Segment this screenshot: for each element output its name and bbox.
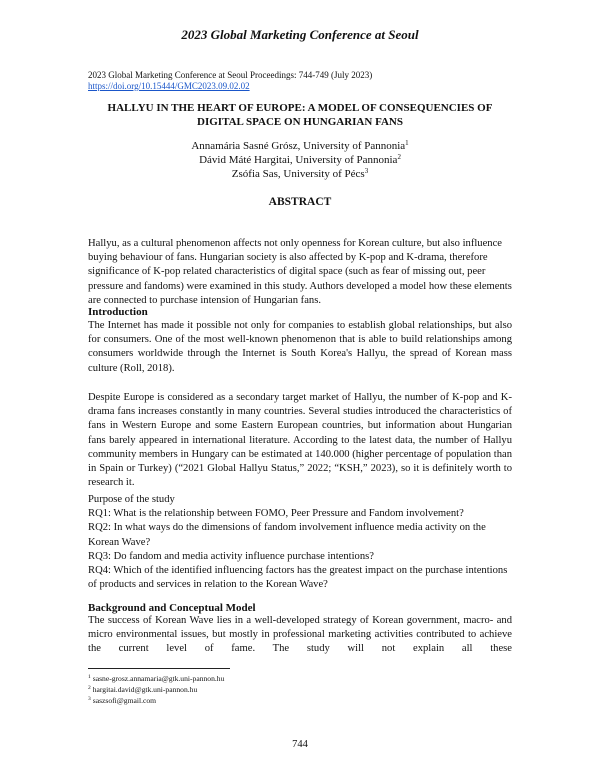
introduction-heading: Introduction [88, 306, 148, 318]
purpose-section [88, 493, 512, 592]
footnote-number: 2 [88, 685, 91, 691]
introduction-paragraph-1: The Internet has made it possible not only for companies to establish global relationships, but also for consumers. One of the most well-known phenomenon that is able to build relationships among consumers worldwide through the Internet is South Korea's Hallyu, the spread of Korean mass culture (Roll, 2018). [88, 320, 512, 374]
abstract-text: Hallyu, as a cultural phenomenon affects not only openness for Korean culture, but also influence buying behaviour of fans. Hungarian society is also affected by K-pop and K-drama, therefore significance of K-pop related characteristics of digital space (such as fear of missing out, peer pressure and fandoms) were examined in this study. Authors developed a model how these elements are connected to purchase intension of Hungarian fans. [88, 238, 512, 306]
footnote-marker: 2 [397, 153, 401, 161]
footnote-email: sasne-grosz.annamaria@gtk.uni-pannon.hu [92, 674, 225, 683]
proceedings-citation: 2023 Global Marketing Conference at Seoul Proceedings: 744-749 (July 2023) [88, 70, 373, 80]
research-question-2: RQ2: In what ways do the dimensions of fandom involvement influence media activity on the Korean Wave? [88, 522, 486, 548]
author-name: Zsófia Sas, University of Pécs [231, 168, 365, 180]
footnote-divider [88, 668, 230, 669]
research-question-3: RQ3: Do fandom and media activity influence purchase intentions? [88, 550, 374, 562]
purpose-heading: Purpose of the study [88, 494, 175, 505]
footnote-marker: 3 [364, 167, 369, 175]
footnote-email: saszsofi@gmail.com [92, 696, 157, 705]
author-line [88, 167, 512, 181]
research-question-1: RQ1: What is the relationship between FOMO, Peer Pressure and Fandom involvement? [88, 508, 464, 520]
background-heading: Background and Conceptual Model [88, 602, 256, 614]
abstract-heading: ABSTRACT [268, 196, 332, 208]
author-line [88, 139, 512, 153]
footnote-email: hargitai.david@gtk.uni-pannon.hu [92, 685, 198, 694]
author-name: Dávid Máté Hargitai, University of Pannonia [199, 154, 398, 166]
background-paragraph: The success of Korean Wave lies in a well-developed strategy of Korean government, macro- and micro environmental issues, but mostly in professional marketing activities contributed to achieve the current level of fame. The study will not explain all these [88, 615, 512, 655]
footnote-number: 1 [88, 674, 91, 680]
author-line [88, 153, 512, 167]
author-name: Annamária Sasné Grósz, University of Pannonia [191, 140, 406, 152]
proceedings-info [88, 70, 372, 92]
footnote-number: 3 [88, 696, 91, 702]
paper-title: HALLYU IN THE HEART OF EUROPE: A MODEL OF CONSEQUENCIES OF DIGITAL SPACE ON HUNGARIAN FANS [107, 102, 493, 128]
footnote [88, 684, 224, 695]
author-list [88, 139, 512, 181]
footnote-marker: 1 [405, 139, 409, 147]
doi-link[interactable]: https://doi.org/10.15444/GMC2023.09.02.02 [88, 81, 250, 91]
footnotes [88, 673, 224, 706]
research-question-4: RQ4: Which of the identified influencing factors has the greatest impact on the purchase intentions of products and services in relation to the Korean Wave? [88, 565, 508, 591]
footnote [88, 673, 224, 684]
running-header: 2023 Global Marketing Conference at Seoul [181, 27, 419, 42]
introduction-paragraph-2: Despite Europe is considered as a secondary target market of Hallyu, the number of K-pop and K-drama fans increases constantly in many countries. Several studies introduced the characteristics of fans in Western Europe and some Eastern European countries, but information about Hungarian fans barely appeared in international literature. According to the latest data, the number of Hallyu community members in Hungary can be estimated at 140.000 (higher percentage of population than in Spain or Turkey) (“2021 Global Hallyu Status,” 2022; “KSH,” 2023), so it is definitely worth to research it. [88, 392, 512, 489]
page-number: 744 [292, 739, 308, 750]
footnote [88, 695, 224, 706]
